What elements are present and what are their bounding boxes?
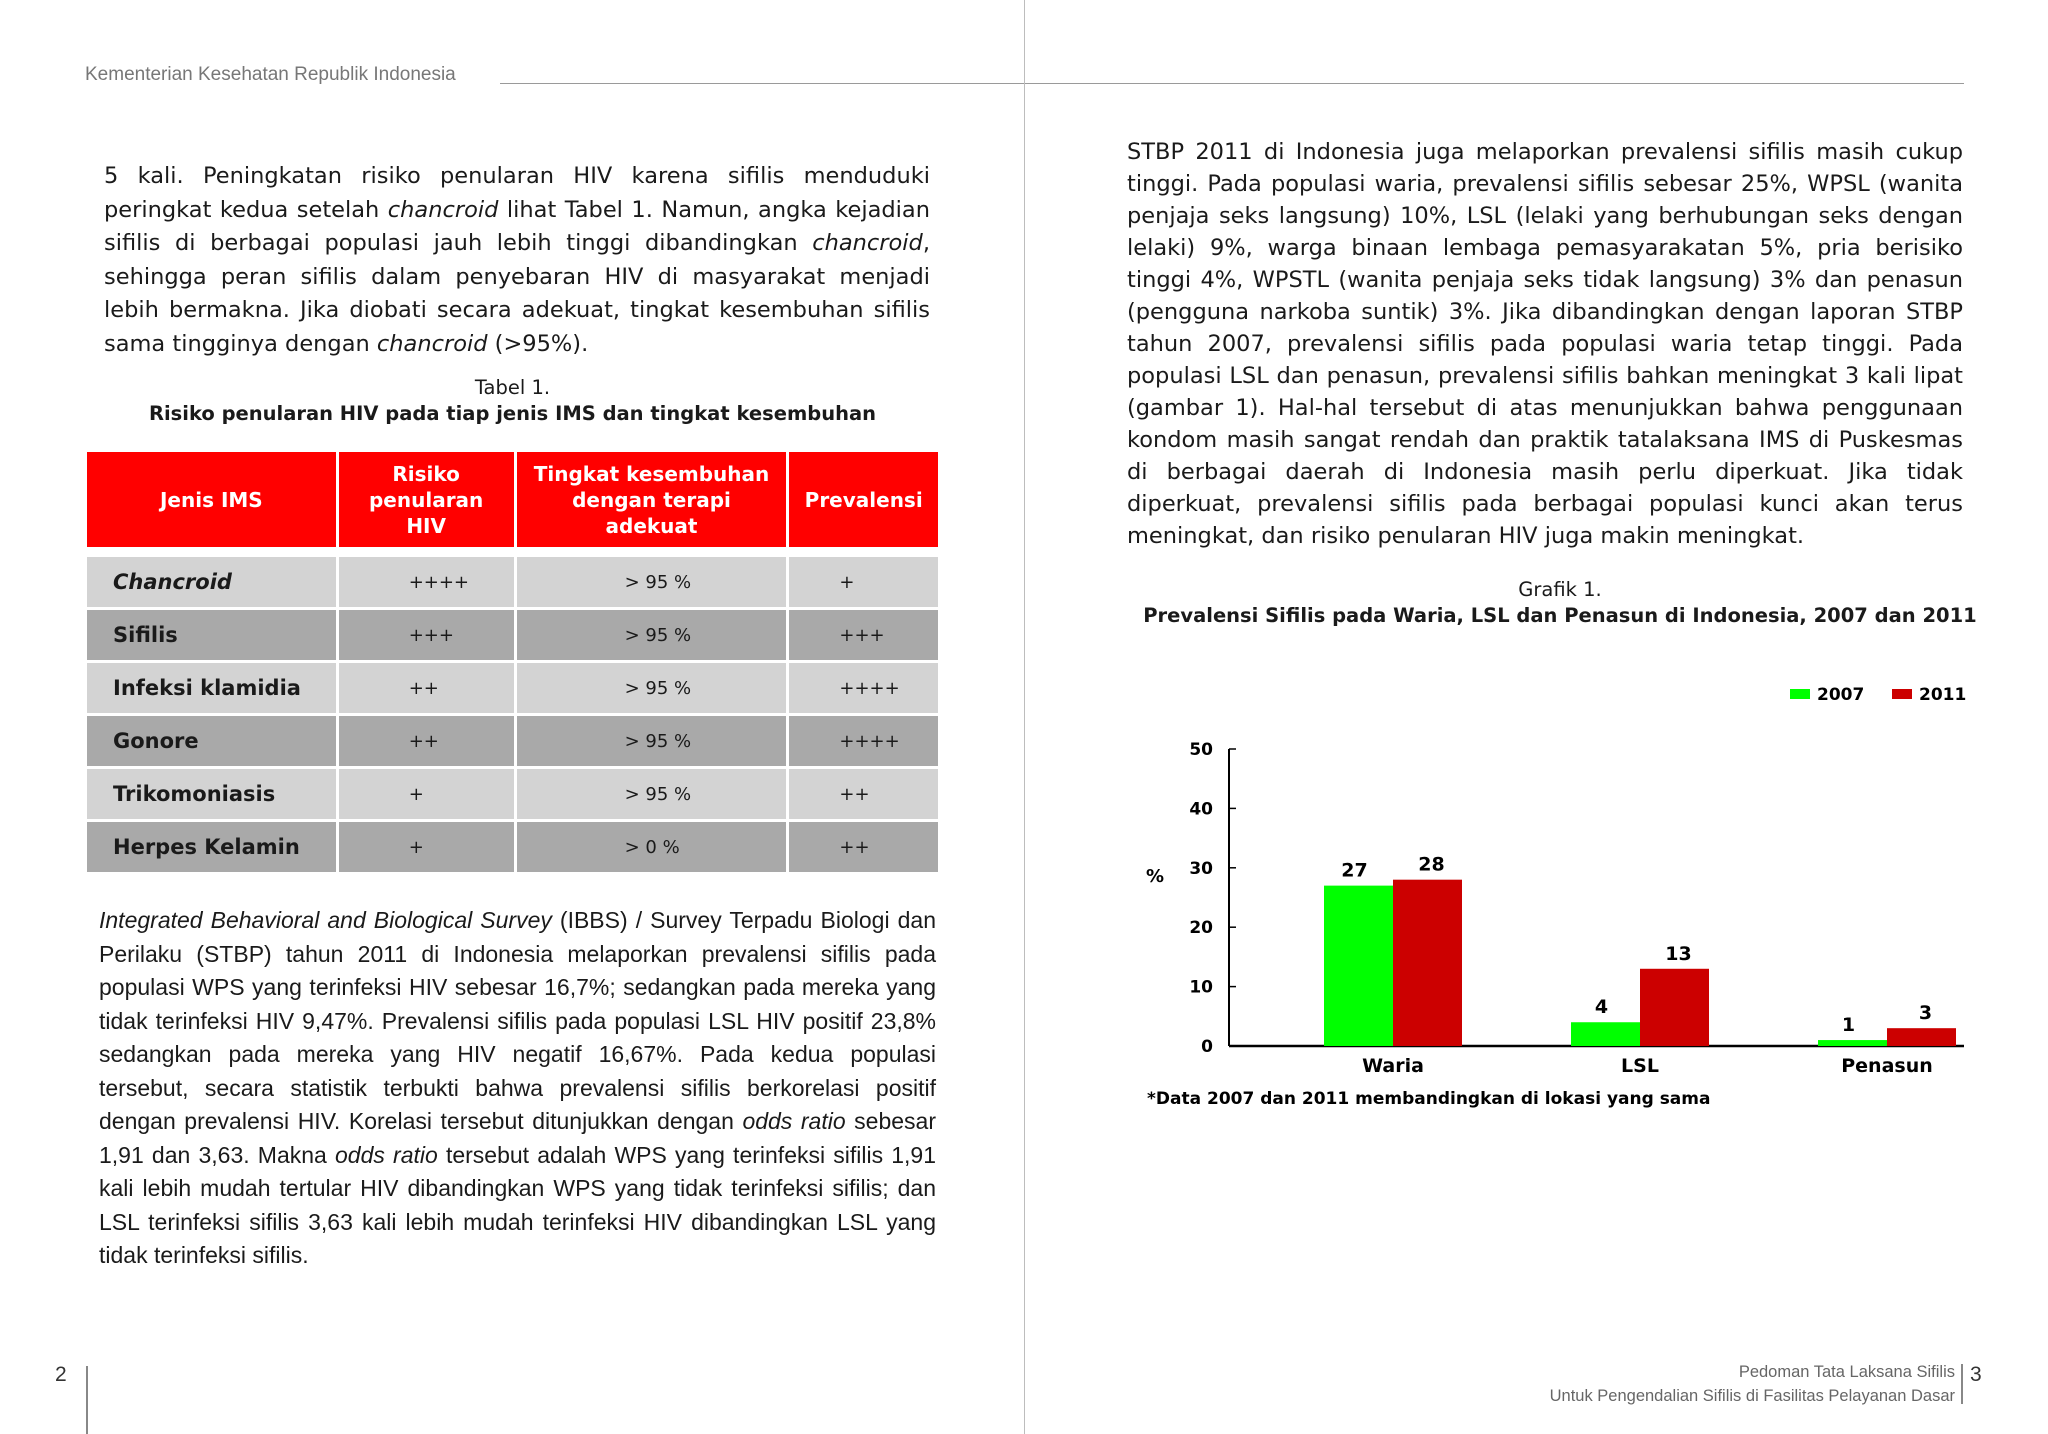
table-cell: ++++ bbox=[789, 716, 938, 766]
bar-2007-penasun bbox=[1818, 1040, 1887, 1046]
table-cell: +++ bbox=[339, 610, 514, 660]
table-cell: ++ bbox=[339, 716, 514, 766]
table-header-cell: Tingkat kesembuhan dengan terapi adekuat bbox=[517, 452, 787, 547]
text-run: (>95%). bbox=[487, 330, 589, 357]
table-row bbox=[87, 663, 938, 713]
ims-table bbox=[84, 449, 941, 875]
footer-publication bbox=[1400, 1360, 1955, 1408]
y-tick-label: 30 bbox=[1189, 858, 1213, 879]
table-cell: ++ bbox=[339, 663, 514, 713]
bar-2007-waria bbox=[1324, 886, 1393, 1046]
left-paragraph-2 bbox=[99, 904, 936, 1273]
text-run: , sehingga peran sifilis dalam penyebaran HIV di masyarakat menjadi lebih bermakna. Jika diobati secara adekuat, tingkat kesembuhan sifilis sama tingginya dengan bbox=[104, 230, 930, 357]
table-cell: > 95 % bbox=[517, 610, 787, 660]
table-row bbox=[87, 557, 938, 607]
y-tick-label: 10 bbox=[1189, 977, 1213, 998]
table-cell-name: Infeksi klamidia bbox=[87, 663, 336, 713]
table-cell: > 95 % bbox=[517, 663, 787, 713]
chart-caption-label: Grafik 1. bbox=[1518, 578, 1602, 601]
table-cell-name: Herpes Kelamin bbox=[87, 822, 336, 872]
chart-caption-title: Prevalensi Sifilis pada Waria, LSL dan Penasun di Indonesia, 2007 dan 2011 bbox=[1143, 604, 1977, 627]
italic-term: odds ratio bbox=[335, 1141, 438, 1168]
page-spine bbox=[1024, 0, 1025, 1434]
header-rule bbox=[500, 83, 1964, 84]
legend-swatch-2011 bbox=[1892, 689, 1912, 699]
table-caption-title: Risiko penularan HIV pada tiap jenis IMS dan tingkat kesembuhan bbox=[148, 402, 877, 425]
data-label: 4 bbox=[1594, 996, 1609, 1019]
italic-term: odds ratio bbox=[742, 1108, 846, 1134]
table-cell: ++ bbox=[789, 769, 938, 819]
bar-2011-waria bbox=[1393, 880, 1462, 1046]
text-run: lihat Tabel 1. Namun, angka kejadian sifilis di berbagai populasi jauh lebih tinggi dibandingkan bbox=[104, 196, 930, 256]
table-row bbox=[87, 822, 938, 872]
chart-note: *Data 2007 dan 2011 membandingkan di lokasi yang sama bbox=[1147, 1089, 1711, 1109]
table-header-cell: Prevalensi bbox=[789, 452, 938, 547]
table-cell-name: Trikomoniasis bbox=[87, 769, 336, 819]
data-label: 28 bbox=[1418, 853, 1445, 876]
footer-line-2: Untuk Pengendalian Sifilis di Fasilitas Pelayanan Dasar bbox=[1549, 1387, 1955, 1405]
prevalence-bar-chart bbox=[1130, 650, 1990, 1130]
y-tick-label: 50 bbox=[1189, 740, 1213, 760]
legend-label: 2011 bbox=[1919, 685, 1967, 705]
table-cell-name: Chancroid bbox=[87, 557, 336, 607]
legend-label: 2007 bbox=[1817, 685, 1865, 705]
page-number-left: 2 bbox=[55, 1363, 67, 1386]
table-cell: > 95 % bbox=[517, 557, 787, 607]
y-tick-label: 40 bbox=[1189, 799, 1213, 820]
category-label: Waria bbox=[1362, 1055, 1424, 1077]
footer-rule-right bbox=[1961, 1364, 1963, 1404]
table-cell: ++ bbox=[789, 822, 938, 872]
table-header-cell: Risiko penularan HIV bbox=[339, 452, 514, 547]
table-caption-label: Tabel 1. bbox=[474, 376, 551, 399]
y-tick-label: 0 bbox=[1201, 1037, 1213, 1057]
bar-2011-penasun bbox=[1887, 1028, 1956, 1046]
table-cell-name: Gonore bbox=[87, 716, 336, 766]
table-cell: > 95 % bbox=[517, 716, 787, 766]
table-row bbox=[87, 769, 938, 819]
table-cell-name: Sifilis bbox=[87, 610, 336, 660]
running-header: Kementerian Kesehatan Republik Indonesia bbox=[85, 64, 456, 85]
chart-caption bbox=[1130, 577, 1990, 629]
table-row bbox=[87, 610, 938, 660]
legend-swatch-2007 bbox=[1790, 689, 1810, 699]
table-cell: +++ bbox=[789, 610, 938, 660]
y-tick-label: 20 bbox=[1189, 918, 1213, 939]
table-row bbox=[87, 716, 938, 766]
text-run: 5 kali. Peningkatan risiko penularan HIV karena sifilis menduduki peringkat kedua setelah bbox=[104, 163, 930, 223]
y-axis-label: % bbox=[1145, 866, 1165, 887]
text-run: sebesar 1,91 dan 3,63. Makna bbox=[99, 1108, 937, 1168]
table-cell: > 0 % bbox=[517, 822, 787, 872]
table-cell: + bbox=[339, 769, 514, 819]
italic-term: chancroid bbox=[376, 330, 488, 357]
data-label: 13 bbox=[1665, 942, 1692, 965]
table-header-cell: Jenis IMS bbox=[87, 452, 336, 547]
table-cell: ++++ bbox=[789, 663, 938, 713]
footer-rule-left bbox=[86, 1366, 88, 1434]
table-header-row bbox=[87, 452, 938, 547]
table-cell: + bbox=[339, 822, 514, 872]
bar-2007-lsl bbox=[1571, 1022, 1640, 1046]
data-label: 1 bbox=[1841, 1014, 1856, 1037]
table-cell: > 95 % bbox=[517, 769, 787, 819]
category-label: LSL bbox=[1621, 1055, 1659, 1077]
table-caption bbox=[84, 375, 941, 427]
left-paragraph-1 bbox=[104, 160, 930, 361]
category-label: Penasun bbox=[1841, 1055, 1933, 1077]
data-label: 27 bbox=[1341, 859, 1368, 882]
page-number-right: 3 bbox=[1970, 1363, 1982, 1386]
bar-2011-lsl bbox=[1640, 969, 1709, 1046]
italic-term: chancroid bbox=[387, 196, 499, 223]
footer-line-1: Pedoman Tata Laksana Sifilis bbox=[1738, 1363, 1955, 1381]
italic-term: chancroid bbox=[812, 230, 923, 256]
italic-term: Integrated Behavioral and Biological Survey bbox=[99, 907, 552, 933]
table-cell: ++++ bbox=[339, 557, 514, 607]
header-gap bbox=[87, 550, 938, 554]
right-paragraph-1: STBP 2011 di Indonesia juga melaporkan prevalensi sifilis masih cukup tinggi. Pada populasi waria, prevalensi sifilis sebesar 25%, WPSL (wanita penjaja seks langsung) 10%, LSL (lelaki yang berhubungan seks dengan lelaki) 9%, warga binaan lembaga pemasyarakatan 5%, pria berisiko tinggi 4%, WPSTL (wanita penjaja seks tidak langsung) 3% dan penasun (pengguna narkoba suntik) 3%. Jika dibandingkan dengan laporan STBP tahun 2007, prevalensi sifilis pada populasi waria tetap tinggi. Pada populasi LSL dan penasun, prevalensi sifilis bahkan meningkat 3 kali lipat (gambar 1). Hal-hal tersebut di atas menunjukkan bahwa penggunaan kondom masih sangat rendah dan praktik tatalaksana IMS di Puskesmas di berbagai daerah di Indonesia masih perlu diperkuat. Jika tidak diperkuat, prevalensi sifilis pada berbagai populasi kunci akan terus meningkat, dan risiko penularan HIV juga makin meningkat. bbox=[1127, 139, 1963, 549]
data-label: 3 bbox=[1918, 1002, 1933, 1025]
table-cell: + bbox=[789, 557, 938, 607]
text-run: (IBBS) / Survey Terpadu Biologi dan Perilaku (STBP) tahun 2011 di Indonesia melaporkan prevalensi sifilis pada populasi WPS yang terinfeksi HIV sebesar 16,7%; sedangkan pada mereka yang tidak terinfeksi HIV 9,47%. Prevalensi sifilis pada populasi LSL HIV positif 23,8% sedangkan pada mereka yang HIV negatif 16,67%. Pada kedua populasi tersebut, secara statistik terbukti bahwa prevalensi sifilis berkorelasi positif dengan prevalensi HIV. Korelasi tersebut ditunjukkan dengan bbox=[99, 907, 936, 1134]
text-run: tersebut adalah WPS yang terinfeksi sifilis 1,91 kali lebih mudah tertular HIV dibandingkan WPS yang tidak terinfeksi sifilis; dan LSL terinfeksi sifilis 3,63 kali lebih mudah terinfeksi HIV dibandingkan LSL yang tidak terinfeksi sifilis. bbox=[99, 1141, 937, 1268]
